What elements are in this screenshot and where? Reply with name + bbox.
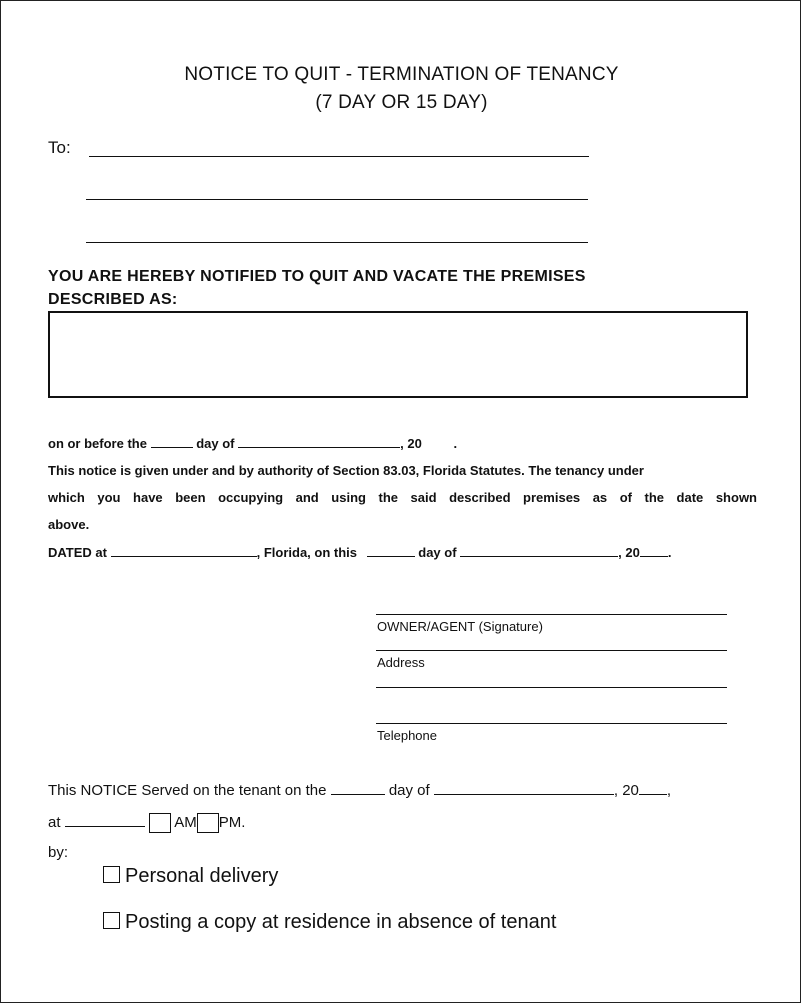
document-subtitle: (7 DAY OR 15 DAY)	[315, 92, 488, 113]
posting-copy-checkbox[interactable]	[103, 912, 120, 929]
am-label: AM	[174, 813, 197, 831]
telephone-label: Telephone	[377, 728, 437, 743]
dated-day-of: day of	[418, 545, 457, 560]
to-label: To:	[48, 138, 71, 157]
personal-delivery-checkbox[interactable]	[103, 866, 120, 883]
telephone-line[interactable]	[376, 723, 727, 724]
personal-delivery-label: Personal delivery	[125, 865, 279, 887]
dated-label: DATED at	[48, 545, 107, 560]
posting-copy-option[interactable]	[103, 911, 556, 934]
address-top-line[interactable]	[376, 650, 727, 651]
to-line-3[interactable]	[86, 242, 588, 243]
served-row	[48, 782, 671, 799]
dated-florida: , Florida, on this	[256, 545, 357, 560]
authority-line-2: which you have been occupying and using the said described premises as of the date shown	[48, 490, 757, 505]
on-or-before-day-of: day of	[196, 436, 235, 451]
authority-line-1: This notice is given under and by authority of Section 83.03, Florida Statutes. The tenancy under	[48, 463, 644, 478]
dated-end: .	[667, 545, 672, 560]
posting-copy-label: Posting a copy at residence in absence of tenant	[125, 911, 557, 933]
dated-year: , 20	[618, 545, 640, 560]
address-label: Address	[377, 655, 425, 670]
dated-row	[48, 545, 671, 560]
authority-line-3: above.	[48, 517, 90, 532]
to-line-1[interactable]	[89, 156, 589, 157]
served-label: This NOTICE Served on the tenant on the	[48, 782, 327, 799]
served-year-blank[interactable]	[639, 794, 667, 795]
served-time-blank[interactable]	[65, 826, 145, 827]
owner-agent-label: OWNER/AGENT (Signature)	[377, 619, 543, 634]
on-or-before-row	[48, 436, 457, 451]
address-line[interactable]	[376, 687, 727, 688]
served-month-blank[interactable]	[434, 794, 614, 795]
served-year: , 20	[613, 782, 639, 799]
dated-month-blank[interactable]	[460, 556, 618, 557]
served-at-row	[48, 813, 245, 833]
served-by-label: by:	[48, 844, 69, 861]
served-day-blank[interactable]	[331, 794, 385, 795]
premises-description-box[interactable]	[48, 311, 748, 398]
to-line-2[interactable]	[86, 199, 588, 200]
served-at-label: at	[48, 813, 61, 831]
notice-heading-line2: DESCRIBED AS:	[48, 291, 178, 308]
dated-day-blank[interactable]	[367, 556, 415, 557]
notice-heading-line1: YOU ARE HEREBY NOTIFIED TO QUIT AND VACATE THE PREMISES	[48, 268, 586, 285]
personal-delivery-option[interactable]	[103, 865, 278, 888]
pm-checkbox[interactable]	[197, 813, 219, 833]
am-checkbox[interactable]	[149, 813, 171, 833]
on-or-before-month-blank[interactable]	[238, 447, 400, 448]
document-title: NOTICE TO QUIT - TERMINATION OF TENANCY	[184, 64, 619, 85]
signature-line[interactable]	[376, 614, 727, 615]
served-day-of: day of	[388, 782, 430, 799]
on-or-before-day-blank[interactable]	[151, 447, 193, 448]
pm-label: PM.	[218, 813, 246, 831]
on-or-before-end: .	[453, 436, 458, 451]
dated-location-blank[interactable]	[111, 556, 257, 557]
served-end: ,	[666, 782, 672, 799]
on-or-before-label: on or before the	[48, 436, 147, 451]
on-or-before-year: , 20	[400, 436, 422, 451]
dated-year-blank[interactable]	[640, 556, 668, 557]
